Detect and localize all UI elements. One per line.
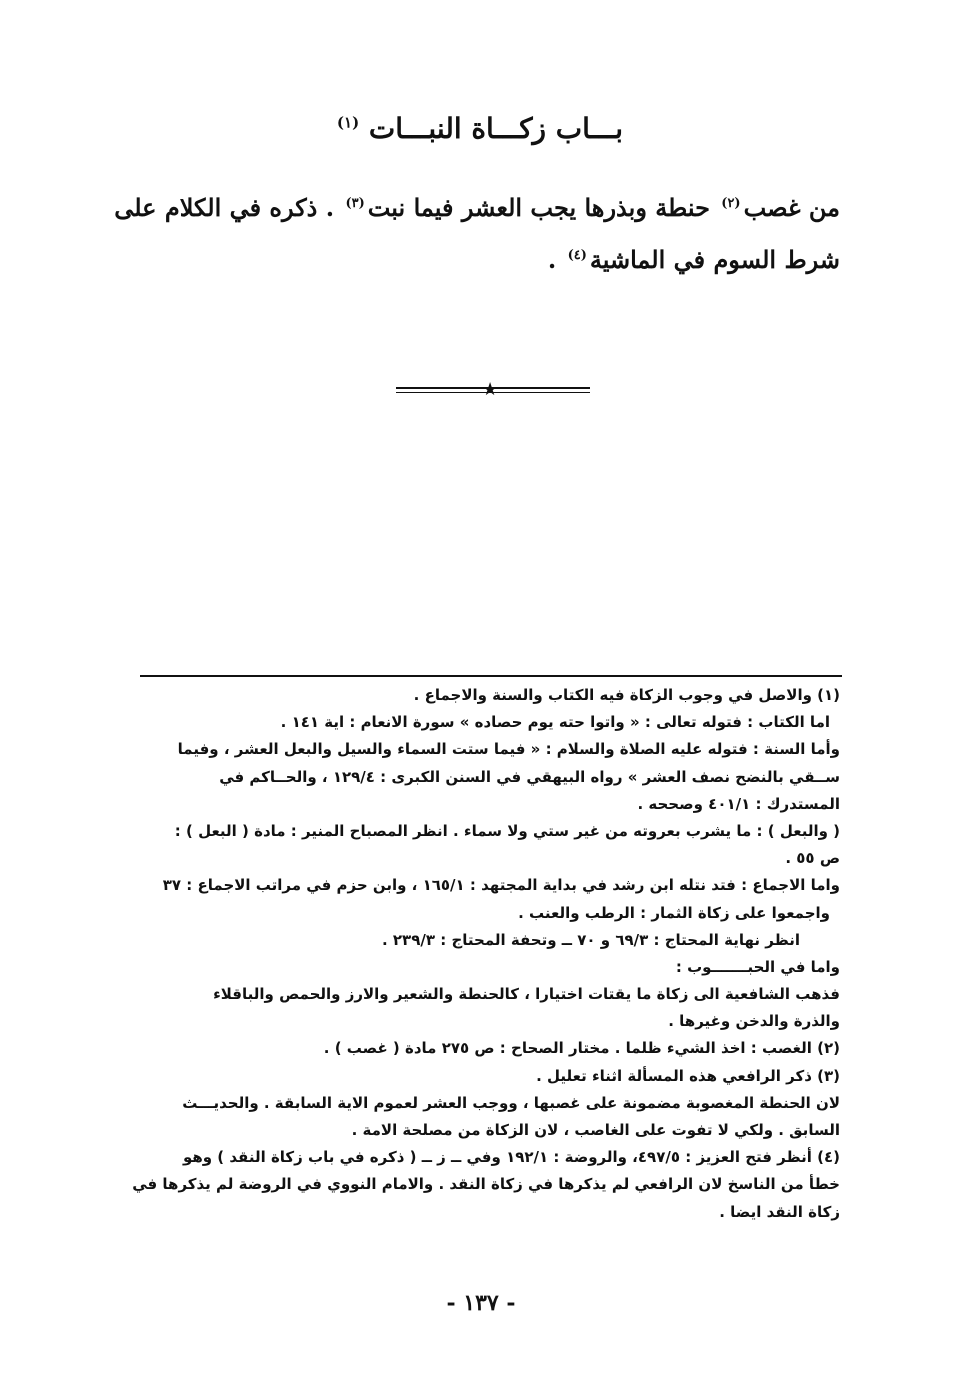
- main-text-segment: .: [547, 245, 557, 274]
- chapter-title-text: بـــاب زكـــاة النبـــات: [368, 112, 624, 145]
- footnote-mark-2: (٢): [721, 196, 741, 211]
- footnote-line: وأما السنة : فتوله عليه الصلاة والسلام : « فيما ستت السماء والسيل والبعل العشر ، وفيما: [177, 740, 840, 759]
- footnote-line: اما الكتاب : فتوله تعالى : « واتوا حته يوم حصاده » سورة الانعام : اية ١٤١ .: [280, 713, 830, 732]
- footnote-line: والذرة والدخن وغيرها .: [668, 1012, 840, 1031]
- footnote-mark-3: (٣): [345, 196, 365, 211]
- footnote-separator: [140, 675, 842, 677]
- main-text-line-1: [114, 180, 840, 232]
- footnote-line: خطأ من الناسخ لان الرافعي لم يذكرها في زكاة النقد . والامام النووي في الروضة لم يذكرها في: [132, 1175, 840, 1194]
- footnote-line: واجمعوا على زكاة الثمار : الرطب والعنب .: [518, 903, 830, 922]
- footnote-line: لان الحنطة المغصوبة مضمونة على غصبها ، ووجب العشر لعموم الاية السابقة . والحديـــث: [182, 1093, 840, 1112]
- footnote-line: زكاة النقد ايضا .: [719, 1202, 840, 1221]
- main-text-segment: من غصب: [743, 193, 840, 222]
- star-icon: ★: [482, 379, 499, 400]
- main-text-segment: . ذكره في الكلام على: [114, 193, 335, 222]
- section-divider-ornament: [396, 380, 590, 404]
- page-number: - ١٣٧ -: [446, 1290, 516, 1316]
- main-text: [114, 180, 840, 284]
- footnote-line: (٤) أنظر فتح العزيز : ٤٩٧/٥، والروضة : ١٩٢/١ وفي ــ ز ــ ( ذكره في باب زكاة النقد ) وهو: [182, 1148, 840, 1167]
- footnote-line: واما في الحبـــــــوب :: [675, 957, 840, 976]
- footnote-line: (١) والاصل في وجوب الزكاة فيه الكتاب والسنة والاجماع .: [413, 686, 840, 704]
- main-text-segment: شرط السوم في الماشية: [589, 245, 840, 274]
- title-footnote-mark: (١): [336, 113, 360, 132]
- footnote-line: (٣) ذكر الرافعي هذه المسألة اثناء تعليل .: [536, 1066, 840, 1085]
- footnote-mark-4: (٤): [567, 248, 587, 263]
- main-text-line-2: [120, 232, 840, 284]
- footnote-line: ص ٥٥ .: [785, 849, 840, 868]
- chapter-title: [280, 112, 680, 145]
- footnote-line: (٢) الغصب : اخذ الشيء ظلما . مختار الصحاح : ص ٢٧٥ مادة ( غصب ) .: [323, 1039, 840, 1058]
- main-text-segment: حنطة وبذرها يجب العشر فيما نبت: [367, 193, 710, 222]
- footnote-line: فذهب الشافعية الى زكاة ما يقتات اختيارا ، كالحنطة والشعير والارز والحمص والباقلاء: [213, 985, 840, 1004]
- footnote-line: ســقي بالنضح نصف العشر » رواه البيهقي في السنن الكبرى : ١٢٩/٤ ، والحــاكم في: [219, 767, 840, 786]
- footnote-line: السابق . ولكي لا تفوت على الغاصب ، لان الزكاة من مصلحة الامة .: [351, 1121, 840, 1139]
- footnote-line: واما الاجماع : فتد نتله ابن رشد في بداية المجتهد : ١٦٥/١ ، وابن حزم في مراتب الاجماع : ٣٧: [162, 876, 840, 895]
- footnote-line: المستدرك : ٤٠١/١ وصححه .: [637, 794, 840, 813]
- footnotes-section: [132, 682, 840, 1226]
- footnote-line: ( والبعل ) : ما يشرب بعروته من غير ستي ولا سماء . انظر المصباح المنير : مادة ( البعل ) :: [174, 821, 840, 840]
- footnote-line: انظر نهاية المحتاج : ٦٩/٣ و ٧٠ ــ وتحفة المحتاج : ٢٣٩/٣ .: [381, 930, 800, 949]
